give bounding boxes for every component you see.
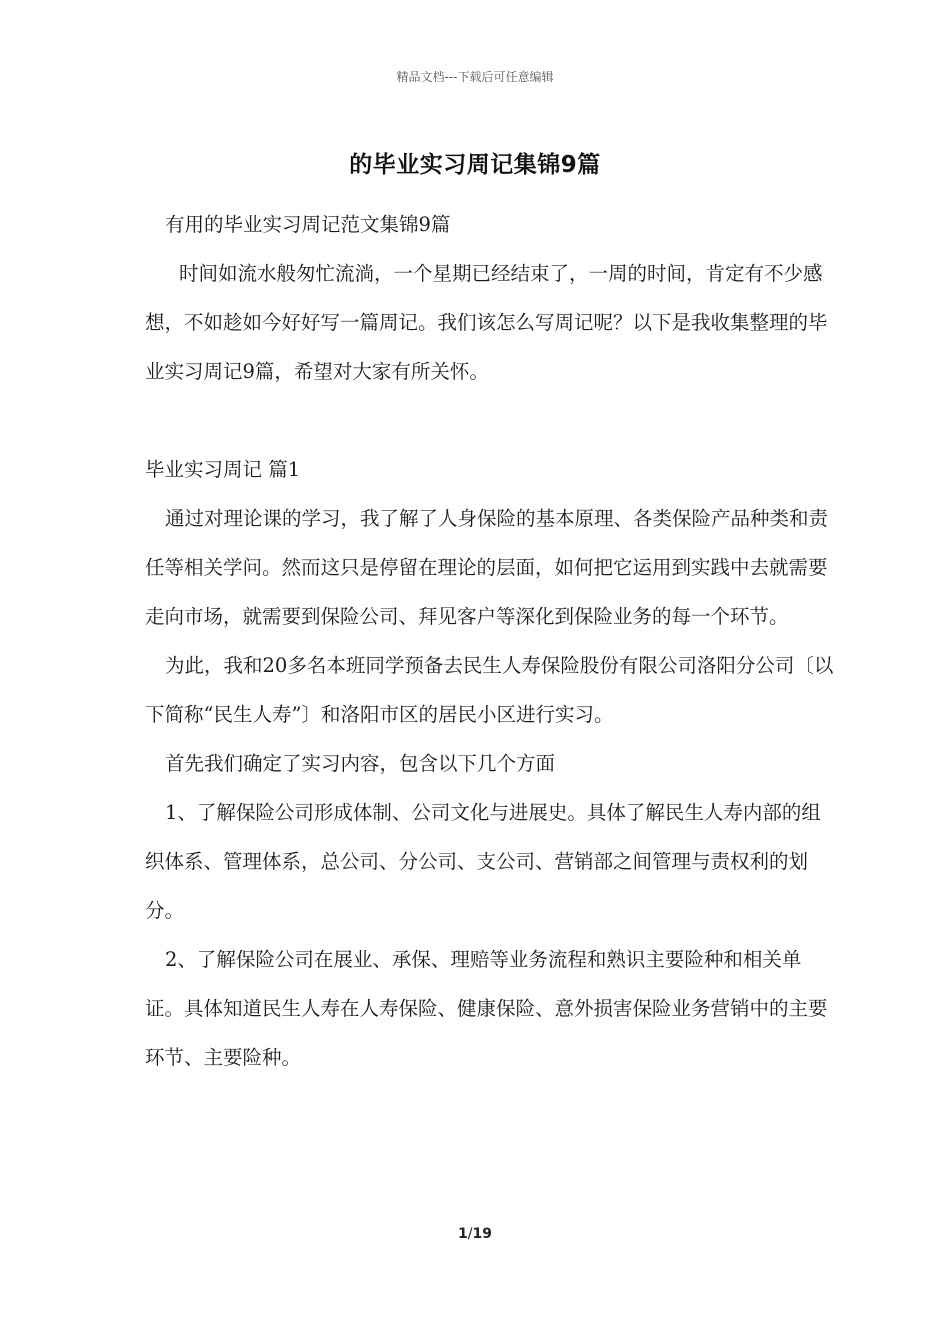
- body-paragraph: 通过对理论课的学习，我了解了人身保险的基本原理、各类保险产品种类和责任等相关学问。然而这只是停留在理论的层面，如何把它运用到实践中去就需要走向市场，就需要到保险公司、拜见客户等深化到保险业务的每一个环节。: [145, 507, 829, 628]
- body-paragraph: 首先我们确定了实习内容，包含以下几个方面: [165, 752, 556, 775]
- page-separator: /: [467, 1226, 473, 1242]
- body-paragraph: 为此，我和20多名本班同学预备去民生人寿保险股份有限公司洛阳分公司〔以下简称“民生人寿”〕和洛阳市区的居民小区进行实习。: [145, 654, 834, 726]
- document-title: 的毕业实习周记集锦9篇: [349, 152, 601, 178]
- page-number: [0, 1226, 950, 1242]
- blank-line: [145, 396, 835, 445]
- header-note: 精品文档---下载后可任意编辑: [396, 70, 554, 84]
- current-page: 1: [458, 1226, 468, 1242]
- body-paragraph: 2、了解保险公司在展业、承保、理赔等业务流程和熟识主要险种和相关单证。具体知道民生人寿在人寿保险、健康保险、意外损害保险业务营销中的主要环节、主要险种。: [145, 948, 828, 1069]
- document-body: [145, 200, 835, 1082]
- intro-paragraph: 时间如流水般匆忙流淌，一个星期已经结束了，一周的时间，肯定有不少感想，不如趁如今好好写一篇周记。我们该怎么写周记呢？以下是我收集整理的毕业实习周记9篇，希望对大家有所关怀。: [145, 262, 828, 383]
- document-subtitle: 有用的毕业实习周记范文集锦9篇: [165, 213, 451, 236]
- total-pages: 19: [472, 1226, 492, 1242]
- body-paragraph: 1、了解保险公司形成体制、公司文化与进展史。具体了解民生人寿内部的组织体系、管理体系，总公司、分公司、支公司、营销部之间管理与责权利的划分。: [145, 801, 821, 922]
- section-heading: 毕业实习周记 篇1: [145, 458, 301, 481]
